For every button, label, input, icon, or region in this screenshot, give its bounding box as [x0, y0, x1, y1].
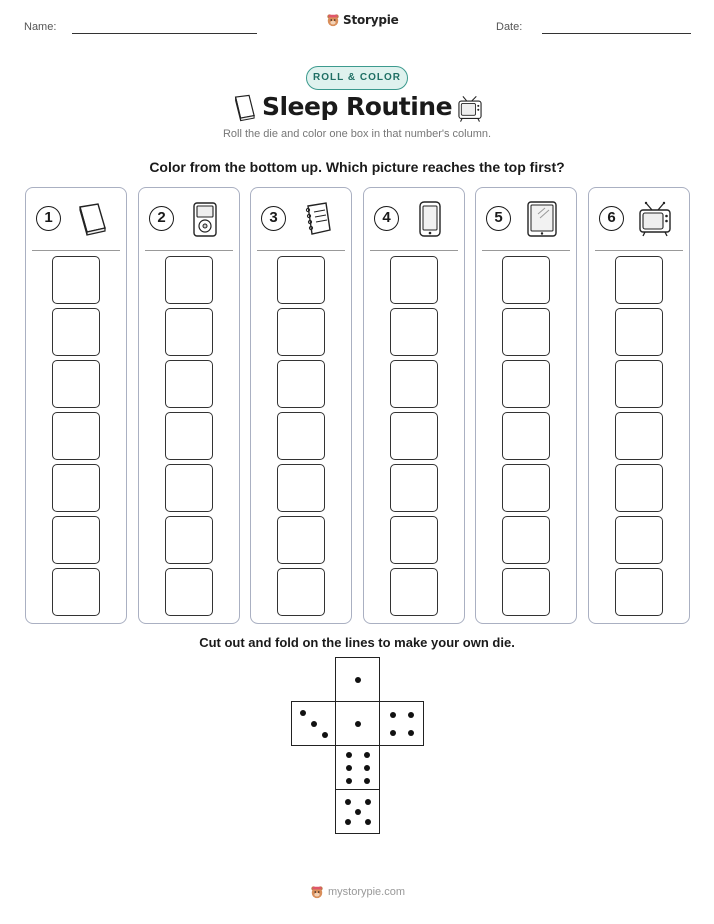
- column-number: 5: [486, 206, 511, 231]
- column-divider: [257, 250, 345, 251]
- tablet-icon: [524, 200, 560, 238]
- phone-icon: [412, 200, 448, 238]
- column-number: 4: [374, 206, 399, 231]
- color-box[interactable]: [390, 412, 438, 460]
- column-5: [475, 187, 577, 624]
- color-box[interactable]: [277, 308, 325, 356]
- footer: [310, 885, 405, 899]
- color-box[interactable]: [615, 256, 663, 304]
- bear-logo-icon: [326, 13, 340, 27]
- column-1: [25, 187, 127, 624]
- color-box[interactable]: [615, 360, 663, 408]
- color-box[interactable]: [52, 464, 100, 512]
- date-line[interactable]: [542, 33, 691, 34]
- date-label: Date:: [496, 21, 523, 33]
- color-box[interactable]: [277, 412, 325, 460]
- color-box[interactable]: [390, 516, 438, 564]
- column-number: 2: [149, 206, 174, 231]
- color-box[interactable]: [165, 256, 213, 304]
- die-pip: [346, 778, 352, 784]
- color-box[interactable]: [165, 360, 213, 408]
- die-pip: [390, 712, 396, 718]
- subtitle: Roll the die and color one box in that number's column.: [222, 128, 492, 140]
- color-box[interactable]: [277, 516, 325, 564]
- color-box[interactable]: [502, 412, 550, 460]
- die-pip: [322, 732, 328, 738]
- color-box[interactable]: [165, 464, 213, 512]
- tv-icon: [637, 200, 673, 238]
- die-pip: [355, 809, 361, 815]
- color-box[interactable]: [52, 568, 100, 616]
- column-number: 6: [599, 206, 624, 231]
- column-divider: [32, 250, 120, 251]
- title-row: [0, 90, 714, 130]
- die-pip: [390, 730, 396, 736]
- color-box[interactable]: [615, 412, 663, 460]
- die-pip: [355, 721, 361, 727]
- brand-name: Storypie: [343, 13, 399, 27]
- die-face-1: [335, 657, 380, 702]
- die-pip: [408, 730, 414, 736]
- color-box[interactable]: [615, 516, 663, 564]
- bear-logo-icon: [310, 885, 324, 899]
- column-6: [588, 187, 690, 624]
- footer-site: mystorypie.com: [328, 886, 406, 898]
- page-title: Sleep Routine: [261, 92, 453, 121]
- color-box[interactable]: [502, 464, 550, 512]
- die-face-5: [335, 789, 380, 834]
- column-divider: [370, 250, 458, 251]
- die-pip: [408, 712, 414, 718]
- column-divider: [145, 250, 233, 251]
- tv-icon: [455, 94, 485, 124]
- notebook-icon: [299, 200, 335, 238]
- color-box[interactable]: [615, 308, 663, 356]
- die-pip: [365, 819, 371, 825]
- column-number: 1: [36, 206, 61, 231]
- die-face-1: [335, 701, 380, 746]
- color-box[interactable]: [165, 568, 213, 616]
- color-box[interactable]: [52, 516, 100, 564]
- brand-logo: [326, 13, 399, 27]
- color-box[interactable]: [277, 464, 325, 512]
- color-box[interactable]: [502, 308, 550, 356]
- ipod-icon: [187, 200, 223, 238]
- die-pip: [364, 765, 370, 771]
- die-pip: [364, 778, 370, 784]
- die-face-4: [379, 701, 424, 746]
- color-box[interactable]: [52, 256, 100, 304]
- book-icon: [74, 200, 110, 238]
- die-pip: [346, 752, 352, 758]
- die-pip: [365, 799, 371, 805]
- die-instruction: Cut out and fold on the lines to make your own die.: [199, 635, 515, 650]
- color-box[interactable]: [390, 360, 438, 408]
- column-divider: [482, 250, 570, 251]
- color-box[interactable]: [277, 256, 325, 304]
- die-pip: [345, 799, 351, 805]
- color-box[interactable]: [615, 464, 663, 512]
- column-number: 3: [261, 206, 286, 231]
- column-divider: [595, 250, 683, 251]
- color-box[interactable]: [390, 568, 438, 616]
- color-box[interactable]: [165, 308, 213, 356]
- color-box[interactable]: [277, 360, 325, 408]
- color-box[interactable]: [502, 568, 550, 616]
- name-label: Name:: [24, 21, 57, 33]
- color-box[interactable]: [52, 412, 100, 460]
- color-box[interactable]: [502, 256, 550, 304]
- color-box[interactable]: [52, 360, 100, 408]
- name-line[interactable]: [72, 33, 257, 34]
- column-2: [138, 187, 240, 624]
- color-box[interactable]: [615, 568, 663, 616]
- color-box[interactable]: [277, 568, 325, 616]
- coloring-instruction: Color from the bottom up. Which picture reaches the top first?: [149, 159, 565, 175]
- die-pip: [355, 677, 361, 683]
- color-box[interactable]: [390, 308, 438, 356]
- die-pip: [345, 819, 351, 825]
- die-face-6: [335, 745, 380, 790]
- color-box[interactable]: [52, 308, 100, 356]
- die-pip: [300, 710, 306, 716]
- color-box[interactable]: [165, 412, 213, 460]
- color-box[interactable]: [502, 516, 550, 564]
- color-box[interactable]: [390, 256, 438, 304]
- die-pip: [364, 752, 370, 758]
- die-pip: [311, 721, 317, 727]
- color-box[interactable]: [165, 516, 213, 564]
- die-face-3: [291, 701, 336, 746]
- column-3: [250, 187, 352, 624]
- roll-and-color-badge: ROLL & COLOR: [306, 66, 408, 90]
- color-box[interactable]: [390, 464, 438, 512]
- column-4: [363, 187, 465, 624]
- die-pip: [346, 765, 352, 771]
- color-box[interactable]: [502, 360, 550, 408]
